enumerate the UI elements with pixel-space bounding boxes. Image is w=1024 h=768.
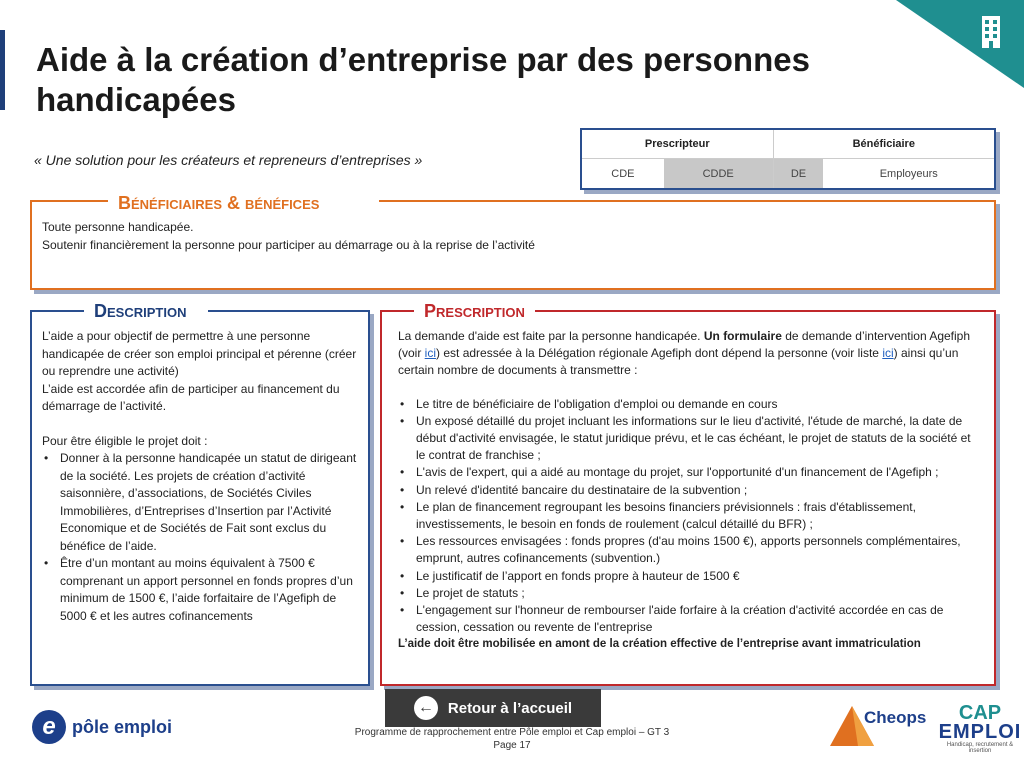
cheops-logo <box>828 700 928 748</box>
prescription-intro: La demande d'aide est faite par la personne handicapée. Un formulaire de demande d’intervention Agefiph (voir ici) est adressée à la Délégation régionale Agefiph dont dépend la personne (voir liste ici) ainsi qu’un certain nombre de documents à transmettre : <box>398 329 971 378</box>
prescripteur-beneficiaire-table <box>580 128 996 190</box>
list-item: • Les ressources envisagées : fonds propres (d'au moins 1500 €), apports personnels complémentaires, emprunt, autres cofinancements (subvention.) <box>416 533 982 567</box>
arrow-left-icon: ← <box>414 696 438 720</box>
table-cell-de: DE <box>773 159 823 189</box>
page-number: Page 17 <box>493 740 531 751</box>
documents-list <box>398 396 982 637</box>
retour-accueil-button[interactable] <box>385 689 601 727</box>
beneficiaires-line: Soutenir financièrement la personne pour participer au démarrage ou à la reprise de l’activité <box>42 237 535 252</box>
building-icon <box>980 14 1002 50</box>
page-subtitle: « Une solution pour les créateurs et repreneurs d’entreprises » <box>34 152 423 168</box>
pole-emploi-e-icon: e <box>32 710 66 744</box>
retour-accueil-label: Retour à l’accueil <box>447 699 573 717</box>
description-para: L’aide est accordée afin de participer au financement du démarrage de l’activité. <box>42 381 340 413</box>
agefiph-form-link[interactable]: ici <box>424 346 437 361</box>
table-header-beneficiaire: Bénéficiaire <box>773 130 994 159</box>
prescription-heading: Prescription <box>414 301 535 322</box>
description-para: Pour être éligible le projet doit : <box>42 433 208 448</box>
list-item: • Le titre de bénéficiaire de l'obligation d'emploi ou demande en cours <box>416 396 982 413</box>
delegation-list-link[interactable]: ici <box>882 346 894 361</box>
pole-emploi-logo <box>32 710 172 744</box>
list-item: • L'avis de l'expert, qui a aidé au montage du projet, sur l'opportunité d'un financement de l'Agefiph ; <box>416 464 982 481</box>
cheops-label: Cheops <box>864 708 927 727</box>
list-item: • L'engagement sur l'honneur de rembourser l'aide forfaire à la création d'activité accordée en cas de cession, cessation ou revente de l'entreprise <box>416 602 982 636</box>
formulaire-label: Un formulaire <box>703 329 782 343</box>
list-item: • Donner à la personne handicapée un statut de dirigeant de la société. Les projets de création d’activité saisonnière, d’associations, de Sociétés Civiles Immobilières, d’Entreprises d’Insertion par l’Activité Economique et de Sociétés de Fait sont exclus du bénéfice de l’aide. <box>60 450 358 555</box>
description-heading: Description <box>84 301 208 322</box>
description-box <box>30 310 370 686</box>
list-item: • Un exposé détaillé du projet incluant les informations sur le lieu d'activité, l'étude de marché, la date de début d'activité envisagée, le statut juridique prévu, et le cas échéant, le projet de statuts de la société et le contrat de franchise ; <box>416 413 982 465</box>
prescription-closing: L’aide doit être mobilisée en amont de la création effective de l’entreprise avant immatriculation <box>398 638 921 651</box>
table-cell-cde: CDE <box>611 167 635 180</box>
cap-label: CAP <box>958 702 1002 724</box>
list-item: • Le projet de statuts ; <box>416 585 982 602</box>
pole-emploi-label: pôle emploi <box>72 716 173 737</box>
beneficiaires-line: Toute personne handicapée. <box>42 220 194 234</box>
footer <box>320 726 704 752</box>
list-item: • Le plan de financement regroupant les besoins financiers prévisionnels : frais d'établissement, investissements, le besoin en fonds de roulement (calcul détaillé du BFR) ; <box>416 499 982 533</box>
description-para: L’aide a pour objectif de permettre à une personne handicapée de créer son emploi principal et pérenne (créer ou reprendre une activité) <box>42 329 357 378</box>
description-list <box>42 450 358 625</box>
page-title: Aide à la création d’entreprise par des personnes handicapées <box>36 41 810 118</box>
list-item: • Le justificatif de l’apport en fonds propre à hauteur de 1500 € <box>416 568 982 585</box>
emploi-label: EMPLOI <box>938 721 1022 743</box>
list-item: • Être d’un montant au moins équivalent à 7500 € comprenant un apport personnel en fonds propres d’un minimum de 1500 €, l’aide forfaitaire de l’Agefiph de 5000 € et les autres cofinancements <box>60 555 358 625</box>
prescription-box <box>380 310 996 686</box>
cap-emploi-logo <box>938 704 1022 752</box>
list-item: • Un relevé d'identité bancaire du destinataire de la subvention ; <box>416 482 982 499</box>
beneficiaires-heading: Bénéficiaires & bénéfices <box>108 193 379 214</box>
cap-tagline: Handicap, recrutement & insertion <box>946 742 1014 754</box>
table-cell-employeurs: Employeurs <box>879 167 938 180</box>
table-cell-cdde: CDDE <box>664 159 773 189</box>
footer-program: Programme de rapprochement entre Pôle emploi et Cap emploi – GT 3 <box>354 727 670 738</box>
table-header-prescripteur: Prescripteur <box>582 130 773 159</box>
accent-strip <box>0 30 5 110</box>
